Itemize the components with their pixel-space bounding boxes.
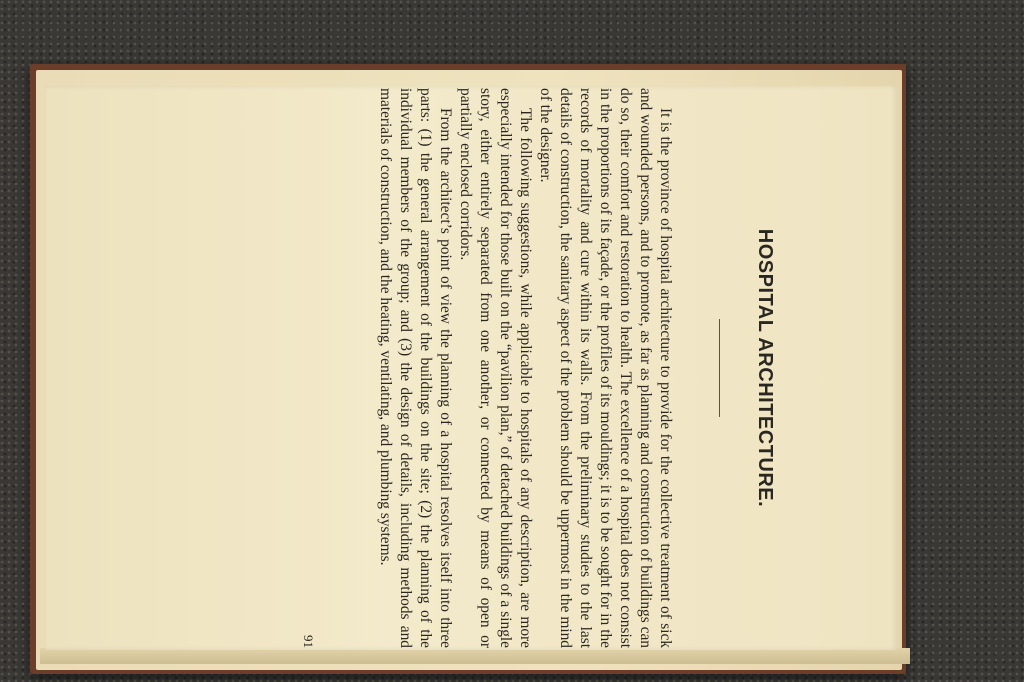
page-edges <box>40 648 910 664</box>
page-content <box>300 88 780 648</box>
title-rule <box>719 319 720 417</box>
page-number: 91 <box>301 635 316 648</box>
paragraph: From the architect’s point of view the planning of a hospital resolves itself into three parts: (1) the general arrangement of the buildings on the site; (2) the planning of the individual members of the group; and (3) the design of details, including methods and materials of construction, and the heating, ventilating, and plumbing systems. <box>377 88 454 648</box>
paragraph: The following suggestions, while applicable to hospitals of any description, are more especially intended for those built on the “pavilion plan,” of detached buildings of a single story, either entirely separated from one another, or connected by means of open or partially enclosed corridors. <box>457 88 534 648</box>
chapter-title: HOSPITAL ARCHITECTURE. <box>754 228 776 508</box>
paragraph: It is the province of hospital architecture to provide for the collective treatment of sick and wounded persons, and to promote, as far as planning and construction of buildings can do so, their comfort and restoration to health. The excellence of a hospital does not consist in the proportions of its façade, or the profiles of its mouldings; it is to be sought for in the records of mortality and cure within its walls. From the preliminary studies to the last details of construction, the sanitary aspect of the problem should be uppermost in the mind of the designer. <box>537 88 674 648</box>
